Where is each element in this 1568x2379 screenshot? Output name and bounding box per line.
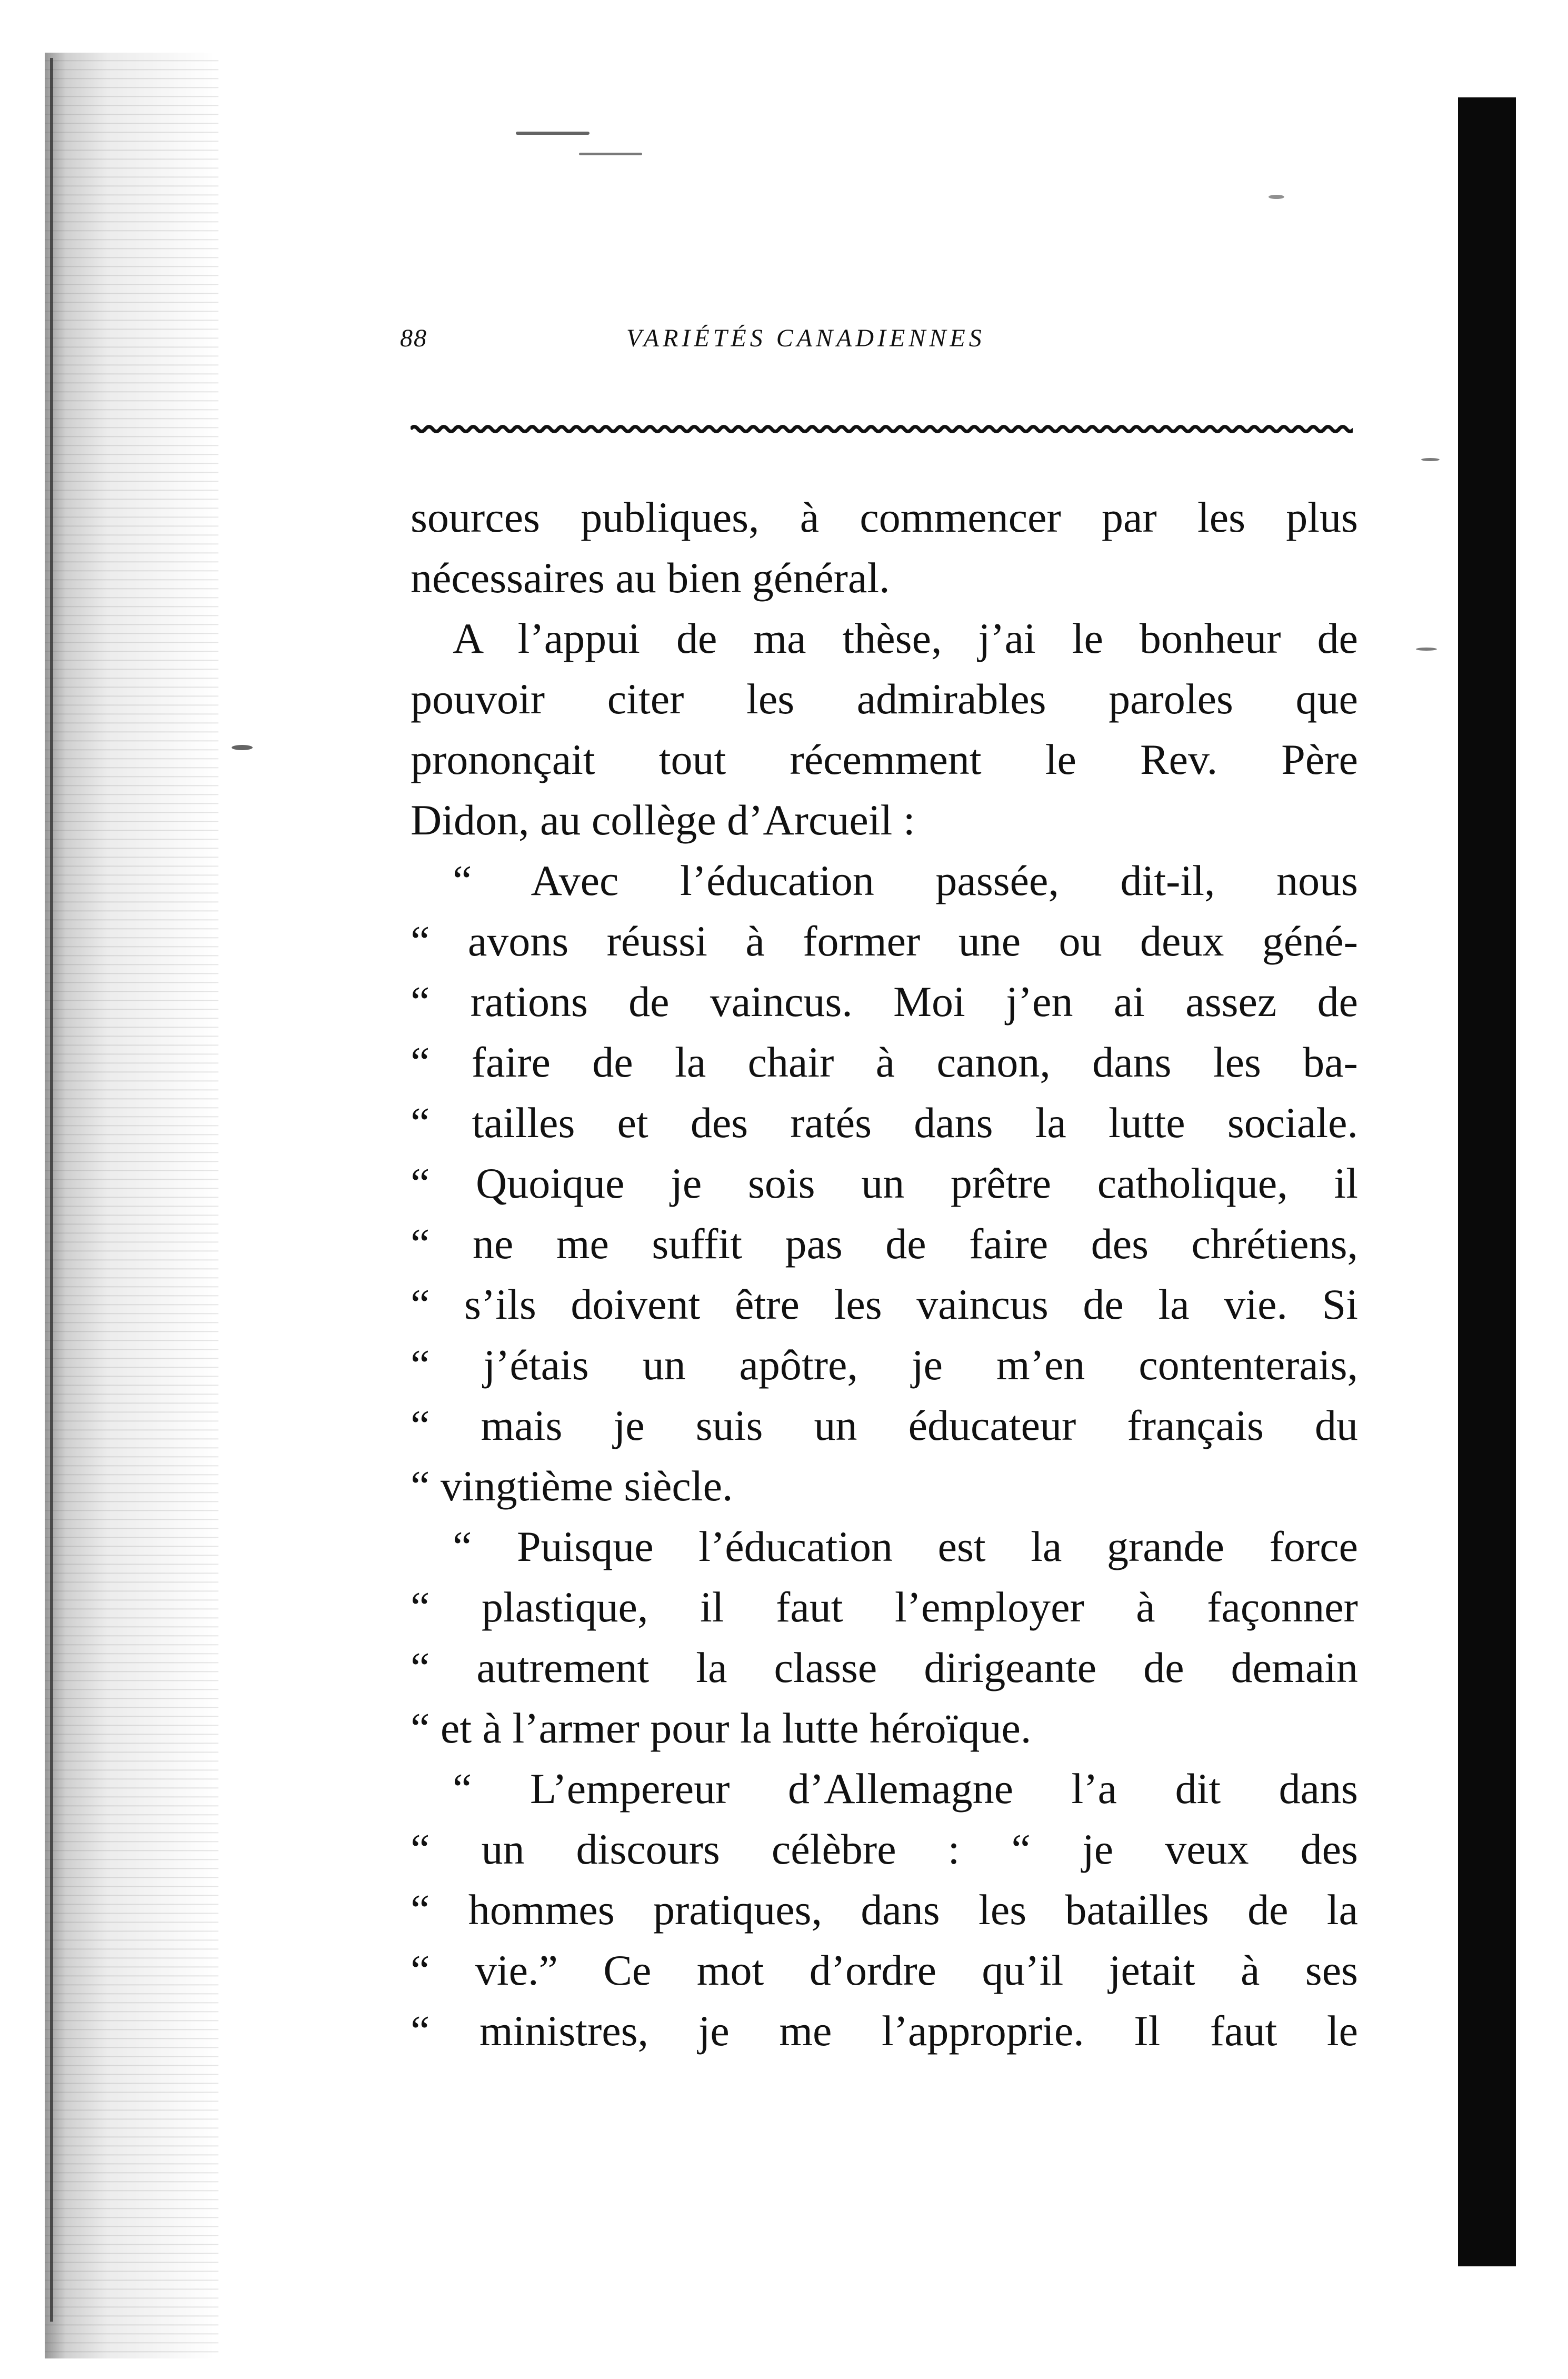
text-line: “ autrement la classe dirigeante de demain <box>411 1644 1358 1691</box>
text-line: “ vie.” Ce mot d’ordre qu’il jetait à ses <box>411 1946 1358 1994</box>
wavy-rule-path <box>411 427 1353 432</box>
decorative-wavy-rule <box>411 413 1353 445</box>
text-line: “ hommes pratiques, dans les batailles de la <box>411 1886 1358 1934</box>
text-line: “ Puisque l’éducation est la grande force <box>453 1522 1358 1570</box>
text-line: prononçait tout récemment le Rev. Père <box>411 735 1358 783</box>
text-line: “ mais je suis un éducateur français du <box>411 1401 1358 1449</box>
text-line: “ ministres, je me l’approprie. Il faut le <box>411 2007 1358 2055</box>
text-line: “ et à l’armer pour la lutte héroïque. <box>411 1704 1032 1752</box>
text-line: “ un discours célèbre : “ je veux des <box>411 1825 1358 1873</box>
text-line: “ faire de la chair à canon, dans les ba- <box>411 1038 1358 1086</box>
scan-mark <box>1421 458 1440 461</box>
text-line: A l’appui de ma thèse, j’ai le bonheur de <box>453 614 1358 662</box>
text-line: “ rations de vaincus. Moi j’en ai assez de <box>411 978 1358 1026</box>
binding-dark-strip <box>1458 97 1516 2266</box>
page-header <box>400 324 1369 366</box>
text-line: sources publiques, à commencer par les plus <box>411 493 1358 541</box>
text-line: “ vingtième siècle. <box>411 1462 733 1510</box>
text-line: pouvoir citer les admirables paroles que <box>411 675 1358 723</box>
text-line: “ Avec l’éducation passée, dit-il, nous <box>453 857 1358 904</box>
running-head: VARIÉTÉS CANADIENNES <box>626 324 985 352</box>
text-line: “ plastique, il faut l’employer à façonner <box>411 1583 1358 1631</box>
text-line: “ avons réussi à former une ou deux géné- <box>411 917 1358 965</box>
text-line: “ Quoique je sois un prêtre catholique, il <box>411 1159 1358 1207</box>
binding-gutter-shadow <box>45 53 218 2358</box>
page-number: 88 <box>400 324 427 352</box>
scan-mark <box>579 153 642 155</box>
body-text <box>411 487 1358 2061</box>
text-line: nécessaires au bien général. <box>411 554 890 602</box>
binding-gutter-edge <box>50 58 53 2322</box>
scan-mark <box>516 132 590 135</box>
scan-mark <box>1269 195 1284 199</box>
text-line: “ ne me suffit pas de faire des chrétiens, <box>411 1220 1358 1268</box>
text-line: “ j’étais un apôtre, je m’en contenterais, <box>411 1341 1358 1389</box>
text-line: Didon, au collège d’Arcueil : <box>411 796 915 844</box>
scan-mark <box>232 745 253 750</box>
text-line: “ tailles et des ratés dans la lutte sociale. <box>411 1099 1358 1147</box>
text-line: “ L’empereur d’Allemagne l’a dit dans <box>453 1765 1358 1813</box>
scan-mark <box>1416 648 1437 651</box>
text-line: “ s’ils doivent être les vaincus de la vie. Si <box>411 1280 1358 1328</box>
